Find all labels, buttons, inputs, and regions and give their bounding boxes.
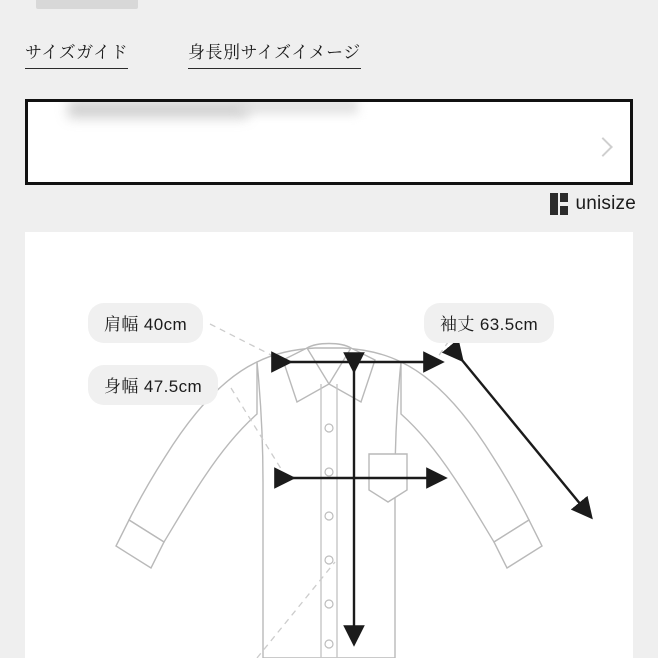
tab-bar [0,28,658,70]
chevron-right-icon[interactable] [593,137,613,157]
long-sleeve-shirt-diagram [25,232,633,658]
partial-tab-above[interactable] [36,0,138,9]
top-strip [0,0,658,10]
callout-sleeve-length: 袖丈 63.5cm [424,303,554,343]
size-illustration-panel [25,232,633,658]
callout-body-width: 身幅 47.5cm [88,365,218,405]
unisize-badge [550,193,636,215]
tab-size-guide[interactable]: サイズガイド [25,38,128,69]
tab-height-size-image[interactable]: 身長別サイズイメージ [188,38,361,69]
banner-blur-left [68,100,248,118]
promo-banner[interactable] [25,99,633,185]
unisize-label: unisize [575,193,636,214]
callout-shoulder-width: 肩幅 40cm [88,303,203,343]
unisize-mark-icon [550,193,568,215]
banner-blur-right [238,99,358,114]
